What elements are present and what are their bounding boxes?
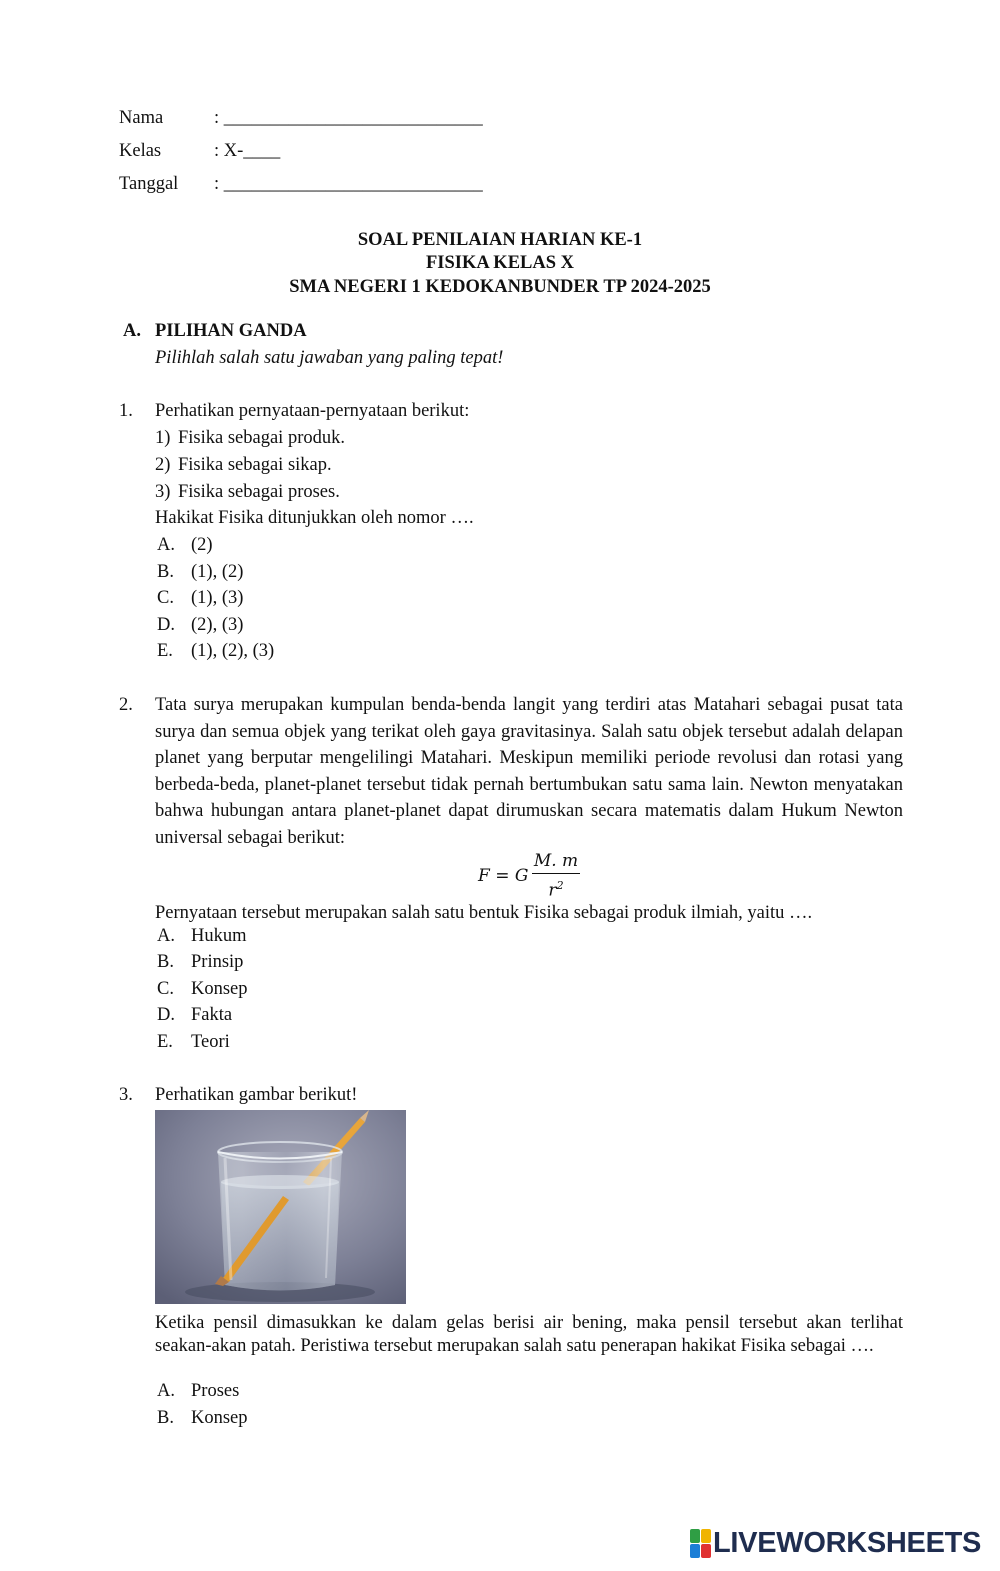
formula-denominator-base: r	[548, 880, 557, 901]
section-title: PILIHAN GANDA	[155, 321, 307, 341]
liveworksheets-logo[interactable]	[690, 1526, 981, 1560]
option-text: (1), (2)	[191, 562, 244, 582]
option-letter: A.	[157, 926, 175, 946]
option-text: Proses	[191, 1381, 240, 1401]
class-label: Kelas	[119, 141, 162, 161]
question-3-prompt: Perhatikan gambar berikut!	[155, 1085, 358, 1105]
option-text: Teori	[191, 1032, 230, 1052]
option-text: Prinsip	[191, 952, 244, 972]
question-1-number: 1.	[119, 401, 133, 421]
option-text: Fakta	[191, 1005, 233, 1025]
question-2-number: 2.	[119, 695, 133, 715]
option-letter: B.	[157, 1408, 174, 1428]
statement-number: 2)	[155, 455, 171, 475]
option-letter: E.	[157, 641, 173, 661]
option-letter: B.	[157, 562, 174, 582]
statement-number: 3)	[155, 482, 171, 502]
option-letter: E.	[157, 1032, 173, 1052]
formula-lhs: F = G	[478, 866, 529, 886]
option-letter: D.	[157, 1005, 175, 1025]
brand-blocks-icon	[690, 1529, 710, 1557]
option-letter: D.	[157, 615, 175, 635]
formula-exponent: 2	[556, 879, 564, 892]
pencil-in-glass-image	[155, 1110, 406, 1304]
option-text: (1), (2), (3)	[191, 641, 275, 661]
formula-denominator	[532, 876, 580, 901]
option-letter: C.	[157, 979, 174, 999]
date-blank: : ____________________________	[214, 174, 483, 194]
name-blank: : ____________________________	[214, 108, 483, 128]
option-letter: A.	[157, 1381, 175, 1401]
option-letter: B.	[157, 952, 174, 972]
option-text: (2), (3)	[191, 615, 244, 635]
formula-numerator: M. m	[533, 851, 579, 871]
option-letter: A.	[157, 535, 175, 555]
statement-text: Fisika sebagai proses.	[178, 482, 340, 502]
option-text: Konsep	[191, 979, 248, 999]
name-label: Nama	[119, 108, 164, 128]
option-text: Konsep	[191, 1408, 248, 1428]
title-line-2: FISIKA KELAS X	[425, 253, 575, 273]
gravitation-formula	[478, 850, 588, 900]
statement-number: 1)	[155, 428, 171, 448]
section-instruction: Pilihlah salah satu jawaban yang paling tepat!	[155, 348, 504, 368]
formula-fraction	[532, 850, 580, 901]
fraction-bar	[532, 873, 580, 874]
option-letter: C.	[157, 588, 174, 608]
option-text: (1), (3)	[191, 588, 244, 608]
class-blank: : X-____	[214, 141, 281, 161]
question-3-number: 3.	[119, 1085, 133, 1105]
title-line-3: SMA NEGERI 1 KEDOKANBUNDER TP 2024-2025	[289, 277, 711, 297]
question-2-paragraph: Tata surya merupakan kumpulan benda-benda langit yang terdiri atas Matahari sebagai pusat tata surya dan semua objek yang terikat oleh gaya gravitasinya. Salah satu objek tersebut adalah delapan planet yang berputar mengelilingi Matahari. Meskipun memiliki periode revolusi dan rotasi yang berbeda-beda, planet-planet tersebut tidak pernah bertumbukan satu sama lain. Newton menyatakan bahwa hubungan antara planet-planet dapat dirumuskan secara matematis dalam Hukum Newton universal sebagai berikut:	[155, 695, 903, 848]
statement-text: Fisika sebagai produk.	[178, 428, 345, 448]
question-3-paragraph: Ketika pensil dimasukkan ke dalam gelas berisi air bening, maka pensil tersebut akan terlihat seakan-akan patah. Peristiwa tersebut merupakan salah satu penerapan hakikat Fisika sebagai ….	[155, 1313, 903, 1356]
section-letter: A.	[123, 321, 141, 341]
date-label: Tanggal	[119, 174, 179, 194]
option-text: (2)	[191, 535, 213, 555]
question-1-question: Hakikat Fisika ditunjukkan oleh nomor ….	[155, 508, 474, 528]
statement-text: Fisika sebagai sikap.	[178, 455, 332, 475]
question-1-prompt: Perhatikan pernyataan-pernyataan berikut:	[155, 401, 470, 421]
option-text: Hukum	[191, 926, 247, 946]
brand-name: LIVEWORKSHEETS	[713, 1526, 982, 1559]
title-line-1: SOAL PENILAIAN HARIAN KE-1	[357, 230, 643, 250]
question-2-question: Pernyataan tersebut merupakan salah satu bentuk Fisika sebagai produk ilmiah, yaitu ….	[155, 903, 813, 923]
